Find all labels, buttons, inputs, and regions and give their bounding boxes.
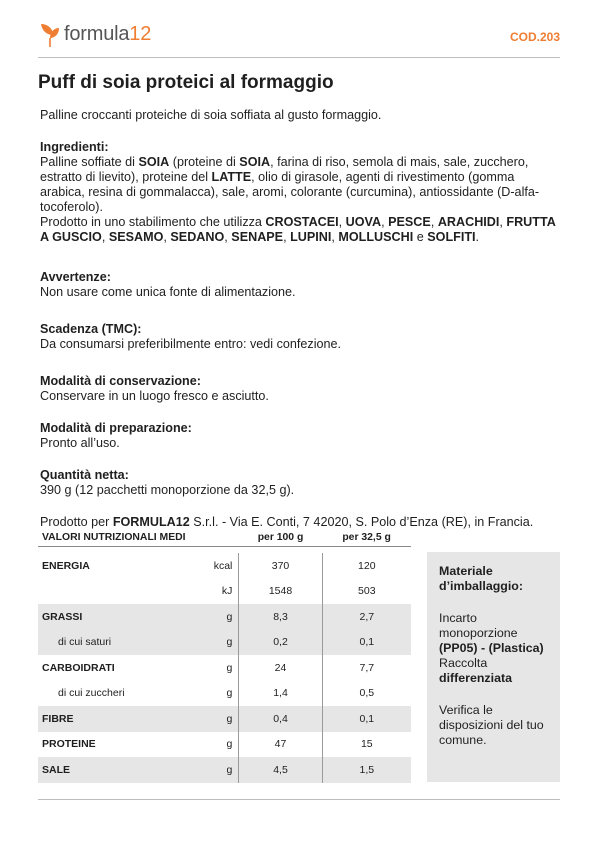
storage-label: Modalità di conservazione: xyxy=(40,374,201,388)
leaf-logo-icon xyxy=(38,20,62,48)
expiry-text: Da consumarsi preferibilmente entro: vedi confezione. xyxy=(40,337,342,351)
allergen-text xyxy=(40,215,560,245)
allergen-text-segment: , xyxy=(283,230,291,244)
allergen-text-segment: SESAMO xyxy=(108,230,164,244)
net-quantity-label: Quantità netta: xyxy=(40,468,129,482)
brand-logo xyxy=(38,20,151,48)
allergen-text-segment: . xyxy=(475,230,480,244)
nutrition-value-per100: 47 xyxy=(239,732,322,758)
net-quantity-text: 390 g (12 pacchetti monoporzione da 32,5 g). xyxy=(40,483,295,497)
producer-brand: FORMULA12 xyxy=(112,515,190,529)
nutrition-value-per100: 1,4 xyxy=(239,681,322,707)
nutrition-unit: g xyxy=(191,757,239,783)
allergen-text-segment: , xyxy=(224,230,232,244)
nutrition-name: SALE xyxy=(38,757,191,783)
nutrition-value-perserving: 7,7 xyxy=(322,655,411,681)
allergen-text-segment: e xyxy=(413,230,428,244)
allergen-text-segment: PESCE xyxy=(388,215,431,229)
ingredients-text-segment: SOIA xyxy=(138,155,170,169)
nutrition-value-per100: 0,4 xyxy=(239,706,322,732)
allergen-text-segment: SENAPE xyxy=(231,230,284,244)
ingredients-text xyxy=(40,155,560,215)
nutrition-value-per100: 24 xyxy=(239,655,322,681)
allergen-text-segment: LUPINI xyxy=(290,230,332,244)
nutrition-value-perserving: 0,1 xyxy=(322,706,411,732)
ingredients-text-segment: , olio di girasole, agenti di rivestimento (gomma arabica, resina di gommalacca), sale, aromi, colorante (curcumina), antiossidante (D-alfa-tocoferolo). xyxy=(40,170,540,214)
nutrition-value-perserving: 0,5 xyxy=(322,681,411,707)
packaging-info xyxy=(427,552,560,782)
product-description: Palline croccanti proteiche di soia soffiata al gusto formaggio. xyxy=(40,108,382,122)
nutrition-name: ENERGIA xyxy=(42,559,90,572)
packaging-material: (PP05) - (Plastica) xyxy=(439,641,544,655)
nutrition-name: di cui zuccheri xyxy=(58,687,125,700)
nutrition-value-per100: 8,3 xyxy=(239,604,322,630)
nutrition-name: FIBRE xyxy=(38,706,191,732)
nutrition-name: CARBOIDRATI xyxy=(42,661,115,674)
product-code: COD.203 xyxy=(509,30,560,44)
allergen-text-segment: SEDANO xyxy=(170,230,225,244)
nutrition-row xyxy=(38,579,411,605)
allergen-text-segment: MOLLUSCHI xyxy=(338,230,414,244)
packaging-line1: Incarto monoporzione xyxy=(439,611,518,640)
brand-name-left: formula xyxy=(64,22,130,45)
ingredients-text-segment: (proteine di xyxy=(169,155,240,169)
nutrition-unit: g xyxy=(191,604,239,630)
preparation-text: Pronto all’uso. xyxy=(40,436,120,450)
nutrition-name: PROTEINE xyxy=(42,738,96,751)
packaging-note: Verifica le disposizioni del tuo comune. xyxy=(439,703,544,747)
allergen-text-segment: , xyxy=(499,215,507,229)
nutrition-row xyxy=(38,732,411,758)
allergen-text-segment: SOLFITI xyxy=(427,230,476,244)
packaging-differenziata: differenziata xyxy=(439,671,512,685)
allergen-text-segment: , xyxy=(331,230,339,244)
allergen-text-segment: CROSTACEI xyxy=(265,215,339,229)
nutrition-header-name: VALORI NUTRIZIONALI MEDI xyxy=(42,531,186,543)
nutrition-row xyxy=(38,655,411,681)
nutrition-value-per100: 0,2 xyxy=(239,630,322,656)
nutrition-table xyxy=(38,528,411,783)
allergen-text-segment: ARACHIDI xyxy=(437,215,500,229)
ingredients-label: Ingredienti: xyxy=(40,140,109,154)
nutrition-unit: g xyxy=(226,687,233,700)
nutrition-value-per100: 1548 xyxy=(239,579,322,605)
allergen-text-segment: UOVA xyxy=(345,215,382,229)
packaging-title: Materiale d’imballaggio: xyxy=(439,564,523,593)
nutrition-unit: kJ xyxy=(221,585,233,598)
nutrition-header-perserving: per 32,5 g xyxy=(342,531,391,543)
nutrition-value-perserving: 120 xyxy=(322,553,411,579)
nutrition-value-perserving: 0,1 xyxy=(322,630,411,656)
nutrition-unit: g xyxy=(191,630,239,656)
ingredients-text-segment: Palline soffiate di xyxy=(40,155,139,169)
packaging-line3: Raccolta xyxy=(439,656,488,670)
nutrition-value-perserving: 15 xyxy=(322,732,411,758)
allergen-text-segment: , xyxy=(338,215,346,229)
allergen-text-segment: FRUTTA A GUSCIO xyxy=(40,215,556,244)
allergen-text-segment: Prodotto in uno stabilimento che utilizza xyxy=(40,215,266,229)
allergen-text-segment: , xyxy=(381,215,389,229)
nutrition-row xyxy=(38,604,411,630)
allergen-text-segment: , xyxy=(430,215,438,229)
brand-name-right: 12 xyxy=(129,22,152,45)
nutrition-row xyxy=(38,757,411,783)
nutrition-unit: g xyxy=(191,706,239,732)
nutrition-unit: g xyxy=(226,738,233,751)
ingredients-text-segment: SOIA xyxy=(239,155,271,169)
product-title: Puff di soia proteici al formaggio xyxy=(38,72,334,93)
allergen-text-segment: , xyxy=(163,230,171,244)
nutrition-row xyxy=(38,706,411,732)
preparation-label: Modalità di preparazione: xyxy=(40,421,192,435)
warnings-text: Non usare come unica fonte di alimentazione. xyxy=(40,285,296,299)
nutrition-value-perserving: 503 xyxy=(322,579,411,605)
expiry-label: Scadenza (TMC): xyxy=(40,322,142,336)
nutrition-name: di cui saturi xyxy=(38,630,191,656)
nutrition-row xyxy=(38,553,411,579)
nutrition-header-per100: per 100 g xyxy=(257,531,304,543)
allergen-text-segment: , xyxy=(101,230,109,244)
nutrition-value-per100: 4,5 xyxy=(239,757,322,783)
nutrition-unit: kcal xyxy=(213,559,233,572)
header xyxy=(38,20,560,56)
brand-name xyxy=(64,23,151,46)
nutrition-value-per100: 370 xyxy=(239,553,322,579)
header-divider xyxy=(38,57,560,58)
nutrition-unit: g xyxy=(226,661,233,674)
warnings-label: Avvertenze: xyxy=(40,270,111,284)
ingredients-text-segment: , farina di riso, semola di mais, sale, zucchero, estratto di lievito), proteine del xyxy=(40,155,529,184)
footer-divider xyxy=(38,799,560,800)
nutrition-name: GRASSI xyxy=(38,604,191,630)
storage-text: Conservare in un luogo fresco e asciutto. xyxy=(40,389,269,403)
nutrition-value-perserving: 2,7 xyxy=(322,604,411,630)
product-info xyxy=(40,108,560,530)
ingredients-text-segment: LATTE xyxy=(211,170,252,184)
nutrition-name xyxy=(38,579,191,605)
producer-suffix: S.r.l. - Via E. Conti, 7 42020, S. Polo d’Enza (RE), in Francia. xyxy=(189,515,534,529)
nutrition-row xyxy=(38,630,411,656)
nutrition-row xyxy=(38,681,411,707)
producer-prefix: Prodotto per xyxy=(40,515,113,529)
nutrition-value-perserving: 1,5 xyxy=(322,757,411,783)
